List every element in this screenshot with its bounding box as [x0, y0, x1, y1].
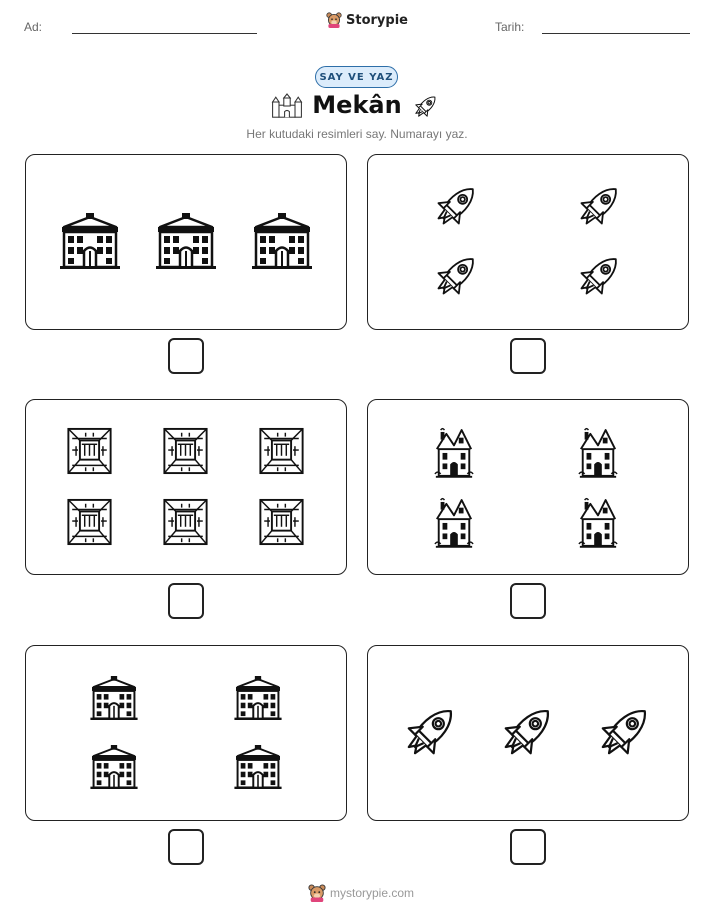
haunted-house-icon	[433, 496, 475, 548]
answer-box-5[interactable]	[168, 829, 204, 865]
date-line[interactable]	[542, 33, 690, 34]
haunted-house-icon	[577, 496, 619, 548]
building-icon	[59, 213, 121, 269]
brand-logo	[326, 12, 408, 28]
answer-box-4[interactable]	[510, 583, 546, 619]
rocket-icon	[571, 250, 625, 304]
haunted-house-icon	[577, 426, 619, 478]
building-icon	[90, 745, 138, 789]
name-label: Ad:	[24, 20, 43, 34]
name-line[interactable]	[72, 33, 257, 34]
footer-url[interactable]: mystorypie.com	[330, 886, 415, 900]
rocket-icon	[396, 700, 462, 766]
rocket-icon	[428, 180, 482, 234]
answer-box-3[interactable]	[168, 583, 204, 619]
count-panel-2	[367, 154, 689, 330]
pyramid-top-icon	[258, 427, 305, 475]
instruction-text: Her kutudaki resimleri say. Numarayı yaz.	[246, 127, 468, 141]
pyramid-top-icon	[258, 498, 305, 546]
count-panel-3	[25, 399, 347, 575]
answer-box-6[interactable]	[510, 829, 546, 865]
footer	[308, 884, 414, 902]
pyramid-top-icon	[162, 498, 209, 546]
bear-icon	[308, 884, 326, 902]
rocket-icon	[590, 700, 656, 766]
bear-icon	[326, 12, 342, 28]
rocket-icon	[410, 92, 440, 122]
haunted-house-icon	[433, 426, 475, 478]
answer-box-1[interactable]	[168, 338, 204, 374]
rocket-icon	[428, 250, 482, 304]
building-icon	[155, 213, 217, 269]
brand-name: Storypie	[346, 12, 408, 28]
activity-badge: SAY VE YAZ	[315, 66, 398, 88]
answer-box-2[interactable]	[510, 338, 546, 374]
pyramid-top-icon	[162, 427, 209, 475]
page-title: Mekân	[312, 91, 402, 119]
pyramid-top-icon	[66, 498, 113, 546]
building-icon	[251, 213, 313, 269]
building-icon	[234, 745, 282, 789]
building-icon	[234, 676, 282, 720]
date-label: Tarih:	[495, 20, 525, 34]
building-icon	[90, 676, 138, 720]
pyramid-top-icon	[66, 427, 113, 475]
rocket-icon	[493, 700, 559, 766]
count-panel-4	[367, 399, 689, 575]
rocket-icon	[571, 180, 625, 234]
count-panel-5	[25, 645, 347, 821]
